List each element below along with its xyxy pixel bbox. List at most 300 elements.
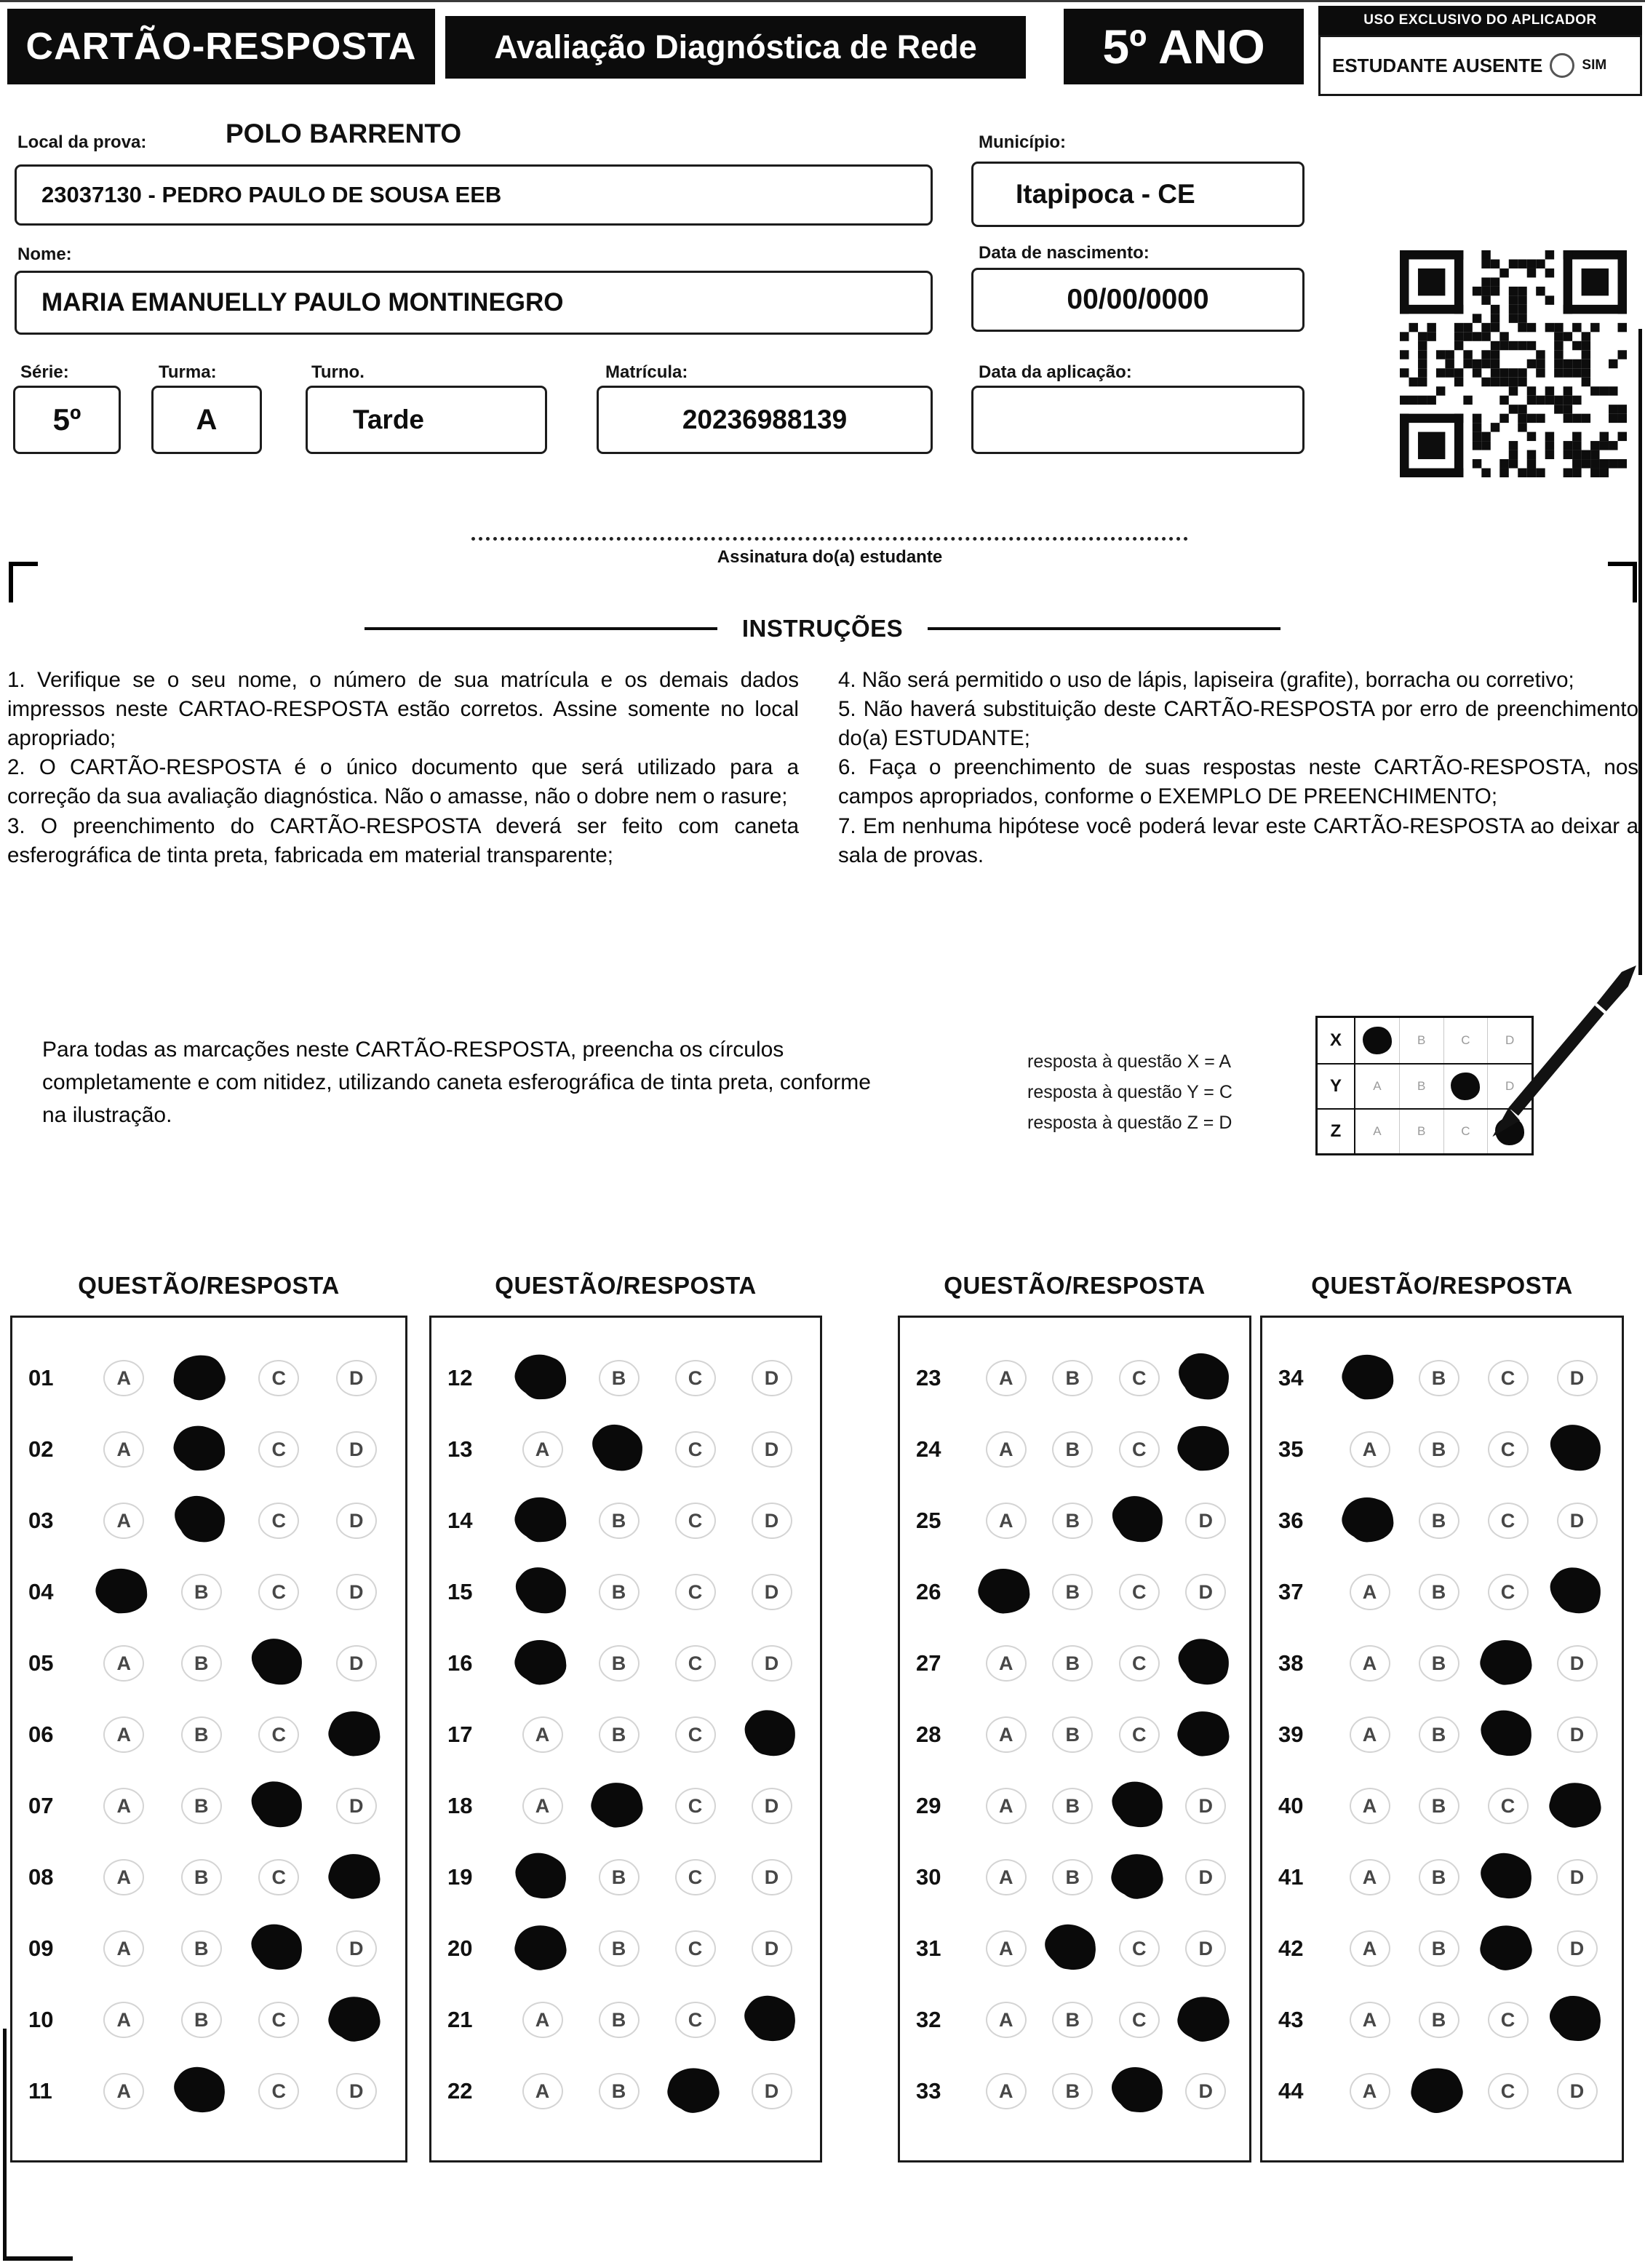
question-number: 06	[28, 1722, 54, 1747]
option-bubble-icon: D	[336, 2073, 377, 2109]
answer-row	[431, 1984, 820, 2056]
option-cell-D	[1542, 1360, 1612, 1396]
option-cell-A	[85, 1360, 163, 1396]
option-cell-C	[1106, 1785, 1173, 1827]
question-number: 38	[1278, 1650, 1304, 1676]
option-bubble-icon: D	[752, 1645, 792, 1682]
answer-row	[900, 1556, 1249, 1628]
option-cell-D	[1173, 1503, 1240, 1539]
option-cell-B	[1040, 1859, 1107, 1895]
marked-bubble-icon	[516, 1924, 568, 1973]
option-bubble-icon: B	[599, 1360, 640, 1396]
option-bubble-icon: A	[103, 1859, 144, 1895]
option-cell-D	[318, 1503, 396, 1539]
scan-left-edge	[3, 2029, 7, 2260]
option-bubble-icon: A	[522, 1788, 563, 1824]
option-bubble-icon: D	[336, 1503, 377, 1539]
option-cell-B	[1404, 2070, 1473, 2112]
answers-column-3	[898, 1316, 1251, 2162]
option-bubble-icon: B	[1419, 2002, 1459, 2038]
option-bubble-icon: D	[752, 1574, 792, 1610]
option-cell-D	[318, 1431, 396, 1468]
option-cell-D	[318, 1360, 396, 1396]
question-number: 07	[28, 1793, 54, 1818]
option-cell-B	[163, 2070, 241, 2112]
grade-badge: 5º ANO	[1064, 9, 1304, 84]
option-cell-D	[1173, 1357, 1240, 1399]
option-cell-A	[1335, 1574, 1404, 1610]
question-number: 35	[1278, 1436, 1304, 1462]
marked-bubble-icon	[172, 1351, 230, 1406]
answer-row	[12, 1556, 405, 1628]
option-cell-C	[240, 1785, 318, 1827]
registration-mark-right	[1608, 562, 1637, 602]
option-bubble-icon: A	[103, 1360, 144, 1396]
question-number: 18	[447, 1793, 473, 1818]
option-bubble-icon: C	[1488, 1503, 1529, 1539]
option-bubble-icon: B	[1052, 1645, 1093, 1682]
option-cell-B	[1404, 1859, 1473, 1895]
municipio-label: Município:	[979, 132, 1066, 152]
option-cell-A	[85, 1571, 163, 1613]
option-cell-D	[1173, 1930, 1240, 1967]
option-bubble-icon: D	[336, 1574, 377, 1610]
option-bubble-icon: C	[675, 1503, 716, 1539]
option-bubble-icon: A	[103, 1788, 144, 1824]
option-cell-A	[504, 1500, 581, 1542]
question-number: 16	[447, 1650, 473, 1676]
option-cell-B	[581, 1360, 657, 1396]
option-bubble-icon: B	[1052, 1574, 1093, 1610]
option-bubble-icon: C	[1488, 1431, 1529, 1468]
option-bubble-icon: A	[1350, 1431, 1390, 1468]
turma-field: A	[151, 386, 262, 454]
marked-bubble-icon	[252, 1780, 306, 1831]
answer-row	[900, 1342, 1249, 1414]
option-cell-D	[1173, 1574, 1240, 1610]
marked-bubble-icon	[517, 1640, 567, 1686]
answer-row	[900, 1485, 1249, 1556]
marked-bubble-icon	[1113, 1853, 1166, 1901]
option-bubble-icon: C	[675, 1431, 716, 1468]
option-bubble-icon: D	[1185, 1574, 1226, 1610]
nome-label: Nome:	[17, 244, 72, 264]
answer-row	[1262, 2056, 1622, 2127]
answer-row	[900, 1984, 1249, 2056]
option-bubble-icon: A	[103, 1431, 144, 1468]
option-bubble-icon: A	[103, 2073, 144, 2109]
marked-bubble-icon	[593, 1782, 645, 1829]
option-cell-C	[1106, 1431, 1173, 1468]
answer-row	[12, 1913, 405, 1984]
option-cell-A	[1335, 2073, 1404, 2109]
option-bubble-icon: C	[1119, 1574, 1160, 1610]
option-cell-B	[1040, 1503, 1107, 1539]
option-cell-D	[1542, 1503, 1612, 1539]
option-bubble-icon: A	[1350, 2073, 1390, 2109]
option-cell-A	[1335, 2002, 1404, 2038]
option-bubble-icon: B	[1419, 1503, 1459, 1539]
answer-row	[900, 1628, 1249, 1699]
marked-bubble-icon	[1182, 1427, 1230, 1471]
option-cell-A	[85, 1503, 163, 1539]
qr-code	[1400, 250, 1627, 477]
assessment-title: Avaliação Diagnóstica de Rede	[445, 16, 1026, 79]
option-cell-D	[318, 1714, 396, 1756]
option-cell-A	[973, 1431, 1040, 1468]
option-bubble-icon: B	[1419, 1431, 1459, 1468]
option-bubble-icon: D	[752, 1431, 792, 1468]
option-cell-B	[1404, 1788, 1473, 1824]
question-number: 14	[447, 1508, 473, 1533]
option-bubble-icon: A	[986, 1503, 1027, 1539]
scan-bottom-corner	[3, 2256, 73, 2261]
option-cell-B	[1404, 1930, 1473, 1967]
turma-label: Turma:	[159, 362, 217, 382]
marked-bubble-icon	[330, 1853, 382, 1901]
example-row-label: Y	[1318, 1065, 1355, 1108]
option-bubble-icon: B	[1052, 2002, 1093, 2038]
option-bubble-icon: A	[986, 1788, 1027, 1824]
option-cell-D	[1542, 1785, 1612, 1827]
option-cell-C	[240, 1927, 318, 1970]
option-bubble-icon: C	[1488, 2073, 1529, 2109]
option-cell-B	[581, 1859, 657, 1895]
option-cell-D	[733, 1859, 810, 1895]
marked-bubble-icon	[331, 1711, 381, 1757]
question-number: 22	[447, 2078, 473, 2104]
example-option-cell: B	[1400, 1065, 1444, 1108]
option-cell-C	[1106, 1856, 1173, 1898]
option-cell-A	[504, 1431, 581, 1468]
question-number: 01	[28, 1365, 54, 1390]
marked-bubble-icon	[330, 1995, 383, 2044]
option-bubble-icon: A	[986, 1360, 1027, 1396]
question-number: 23	[916, 1365, 941, 1390]
option-cell-B	[163, 1788, 241, 1824]
question-number: 36	[1278, 1508, 1304, 1533]
option-cell-B	[1404, 1503, 1473, 1539]
option-bubble-icon: A	[1350, 2002, 1390, 2038]
serie-label: Série:	[20, 362, 69, 382]
option-cell-C	[657, 1503, 733, 1539]
example-legend-line: resposta à questão Z = D	[1027, 1113, 1232, 1133]
matricula-label: Matrícula:	[605, 362, 688, 382]
question-number: 26	[916, 1579, 941, 1604]
question-number: 43	[1278, 2007, 1304, 2032]
question-number: 34	[1278, 1365, 1304, 1390]
option-cell-A	[973, 1716, 1040, 1753]
option-bubble-icon: A	[986, 2002, 1027, 2038]
option-cell-C	[240, 2002, 318, 2038]
answer-row	[1262, 1414, 1622, 1485]
option-bubble-icon: B	[1419, 1645, 1459, 1682]
option-cell-C	[1473, 1431, 1542, 1468]
option-bubble-icon: A	[1350, 1574, 1390, 1610]
instructions-right	[838, 666, 1638, 870]
option-bubble-icon: D	[1557, 1716, 1598, 1753]
option-bubble-icon: B	[1052, 1716, 1093, 1753]
option-bubble-icon: C	[258, 1431, 299, 1468]
option-cell-A	[85, 2073, 163, 2109]
answer-row	[431, 2056, 820, 2127]
question-number: 31	[916, 1935, 941, 1961]
example-option-cell: B	[1400, 1018, 1444, 1063]
option-cell-D	[733, 1999, 810, 2041]
option-cell-A	[1335, 1716, 1404, 1753]
option-cell-A	[504, 1571, 581, 1613]
marked-bubble-icon	[1552, 1997, 1603, 2043]
option-cell-D	[1173, 1428, 1240, 1471]
option-cell-C	[240, 1360, 318, 1396]
option-cell-D	[1542, 1999, 1612, 2041]
option-cell-C	[1106, 2002, 1173, 2038]
option-cell-A	[1335, 1788, 1404, 1824]
option-bubble-icon: D	[1557, 1930, 1598, 1967]
option-cell-A	[973, 1859, 1040, 1895]
option-bubble-icon: A	[986, 1859, 1027, 1895]
option-bubble-icon: A	[986, 1930, 1027, 1967]
option-cell-B	[1040, 2073, 1107, 2109]
option-cell-D	[733, 1574, 810, 1610]
marked-bubble-icon	[1549, 1423, 1604, 1476]
question-number: 04	[28, 1579, 54, 1604]
option-cell-B	[581, 1503, 657, 1539]
option-bubble-icon: B	[1052, 1431, 1093, 1468]
answers-header-4: QUESTÃO/RESPOSTA	[1311, 1272, 1573, 1299]
option-bubble-icon: B	[1052, 2073, 1093, 2109]
answer-row	[12, 1342, 405, 1414]
option-bubble-icon: C	[1119, 1431, 1160, 1468]
option-cell-C	[240, 1642, 318, 1684]
option-bubble-icon: B	[599, 1645, 640, 1682]
option-bubble-icon: B	[599, 1930, 640, 1967]
option-bubble-icon: A	[103, 1645, 144, 1682]
scan-top-edge	[0, 0, 1645, 2]
marked-bubble-icon	[981, 1569, 1031, 1615]
option-cell-A	[85, 1930, 163, 1967]
question-number: 10	[28, 2007, 54, 2032]
instruction-item: 5. Não haverá substituição deste CARTÃO-RESPOSTA por erro de preenchimento do(a) ESTUDANTE;	[838, 697, 1638, 751]
answer-row	[431, 1342, 820, 1414]
answer-row	[12, 1485, 405, 1556]
example-option-cell: D	[1505, 1033, 1515, 1047]
option-bubble-icon: B	[599, 1503, 640, 1539]
option-bubble-icon: C	[1119, 1716, 1160, 1753]
matricula-field: 20236988139	[597, 386, 933, 454]
pen-icon	[1483, 959, 1644, 1150]
answer-row	[1262, 1342, 1622, 1414]
local-label: Local da prova:	[17, 132, 147, 152]
option-cell-D	[733, 1503, 810, 1539]
marked-bubble-icon	[744, 1709, 799, 1760]
option-cell-C	[240, 1859, 318, 1895]
marked-bubble-icon	[251, 1637, 306, 1690]
option-cell-A	[1335, 1645, 1404, 1682]
answer-row	[1262, 1842, 1622, 1913]
example-option-cell: B	[1400, 1110, 1444, 1153]
option-cell-D	[1542, 1645, 1612, 1682]
answer-row	[900, 1770, 1249, 1842]
option-cell-A	[973, 1503, 1040, 1539]
answer-row	[12, 1770, 405, 1842]
option-cell-C	[1106, 1930, 1173, 1967]
option-cell-B	[163, 1859, 241, 1895]
option-cell-C	[657, 1574, 733, 1610]
option-bubble-icon: C	[675, 1859, 716, 1895]
absent-bubble-icon	[1550, 53, 1574, 78]
option-cell-C	[657, 1431, 733, 1468]
option-bubble-icon: D	[336, 1930, 377, 1967]
option-bubble-icon: A	[986, 1645, 1027, 1682]
option-cell-D	[1542, 1859, 1612, 1895]
option-cell-B	[1040, 1788, 1107, 1824]
option-cell-D	[1173, 1859, 1240, 1895]
option-bubble-icon: C	[1119, 2002, 1160, 2038]
card-title: CARTÃO-RESPOSTA	[7, 9, 435, 84]
marked-bubble-icon	[1345, 1356, 1394, 1400]
option-cell-C	[657, 2070, 733, 2112]
option-cell-D	[733, 2073, 810, 2109]
example-legend-line: resposta à questão X = A	[1027, 1051, 1232, 1072]
option-cell-B	[1040, 1360, 1107, 1396]
option-cell-D	[1542, 2073, 1612, 2109]
option-cell-A	[973, 1360, 1040, 1396]
option-cell-B	[1404, 1360, 1473, 1396]
option-cell-A	[85, 2002, 163, 2038]
option-bubble-icon: C	[675, 1788, 716, 1824]
option-bubble-icon: D	[1185, 1788, 1226, 1824]
option-cell-B	[1404, 1574, 1473, 1610]
question-number: 44	[1278, 2078, 1304, 2104]
answer-row	[431, 1699, 820, 1770]
aplicacao-label: Data da aplicação:	[979, 362, 1132, 382]
option-bubble-icon: A	[986, 1431, 1027, 1468]
option-bubble-icon: D	[1185, 2073, 1226, 2109]
option-bubble-icon: D	[752, 1859, 792, 1895]
option-bubble-icon: B	[181, 1645, 222, 1682]
filled-bubble-icon	[1451, 1073, 1480, 1100]
applicator-only-strip: USO EXCLUSIVO DO APLICADOR	[1318, 6, 1642, 35]
option-bubble-icon: B	[1419, 1574, 1459, 1610]
question-number: 33	[916, 2078, 941, 2104]
option-bubble-icon: C	[1488, 2002, 1529, 2038]
option-bubble-icon: C	[1488, 1360, 1529, 1396]
answer-row	[12, 1414, 405, 1485]
question-number: 30	[916, 1864, 941, 1890]
option-cell-B	[1040, 1645, 1107, 1682]
option-cell-A	[504, 1927, 581, 1970]
option-cell-A	[504, 1788, 581, 1824]
option-cell-A	[1335, 1859, 1404, 1895]
question-number: 17	[447, 1722, 473, 1747]
option-bubble-icon: D	[336, 1645, 377, 1682]
question-number: 32	[916, 2007, 941, 2032]
option-cell-A	[504, 2002, 581, 2038]
instructions-title: INSTRUÇÕES	[741, 615, 904, 642]
option-cell-A	[85, 1431, 163, 1468]
option-cell-A	[504, 1856, 581, 1898]
option-bubble-icon: B	[1419, 1930, 1459, 1967]
option-cell-B	[1040, 1574, 1107, 1610]
option-cell-B	[163, 1645, 241, 1682]
question-number: 15	[447, 1579, 473, 1604]
option-cell-A	[973, 1571, 1040, 1613]
question-number: 12	[447, 1365, 473, 1390]
option-bubble-icon: B	[1419, 1716, 1459, 1753]
aplicacao-field	[971, 386, 1305, 454]
option-cell-A	[504, 1642, 581, 1684]
option-bubble-icon: D	[752, 1788, 792, 1824]
question-number: 11	[28, 2078, 52, 2104]
marked-bubble-icon	[1482, 1639, 1534, 1687]
marked-bubble-icon	[1047, 1925, 1099, 1973]
option-cell-C	[1473, 1642, 1542, 1684]
option-bubble-icon: C	[258, 1859, 299, 1895]
instruction-item: 1. Verifique se o seu nome, o número de sua matrícula e os demais dados impressos neste CARTAO-RESPOSTA estão corretos. Assine somente no local apropriado;	[7, 668, 799, 751]
option-cell-C	[657, 1360, 733, 1396]
option-bubble-icon: D	[1557, 1859, 1598, 1895]
option-bubble-icon: D	[336, 1431, 377, 1468]
option-bubble-icon: C	[258, 1716, 299, 1753]
option-bubble-icon: B	[1052, 1859, 1093, 1895]
option-cell-D	[318, 1999, 396, 2041]
example-row-label: Z	[1318, 1110, 1355, 1153]
option-cell-D	[733, 1788, 810, 1824]
answer-row	[1262, 1913, 1622, 1984]
option-cell-A	[973, 1645, 1040, 1682]
marked-bubble-icon	[100, 1569, 148, 1614]
option-bubble-icon: A	[522, 1431, 563, 1468]
option-bubble-icon: C	[675, 1645, 716, 1682]
marked-bubble-icon	[173, 1494, 230, 1547]
option-bubble-icon: C	[675, 1574, 716, 1610]
marked-bubble-icon	[1177, 1351, 1234, 1404]
answer-row	[12, 1628, 405, 1699]
example-option-cell: C	[1444, 1110, 1489, 1153]
answer-row	[900, 1414, 1249, 1485]
option-cell-D	[318, 1788, 396, 1824]
question-number: 37	[1278, 1579, 1304, 1604]
marking-note: Para todas as marcações neste CARTÃO-RESPOSTA, preencha os círculos completamente e com nitidez, utilizando caneta esferográfica de tinta preta, conforme na ilustração.	[42, 1038, 871, 1127]
option-bubble-icon: A	[1350, 1788, 1390, 1824]
option-cell-B	[1404, 2002, 1473, 2038]
marked-bubble-icon	[178, 1428, 225, 1471]
option-cell-B	[1040, 2002, 1107, 2038]
instruction-item: 4. Não será permitido o uso de lápis, lapiseira (grafite), borracha ou corretivo;	[838, 668, 1574, 692]
marked-bubble-icon	[669, 2066, 722, 2116]
option-cell-A	[1335, 1431, 1404, 1468]
instructions-left	[7, 666, 799, 870]
option-cell-B	[1040, 1431, 1107, 1468]
absent-option-label: SIM	[1582, 57, 1607, 73]
answer-row	[900, 1913, 1249, 1984]
answer-row	[431, 1485, 820, 1556]
option-cell-B	[581, 2002, 657, 2038]
answer-row	[1262, 1556, 1622, 1628]
absent-label: ESTUDANTE AUSENTE	[1332, 54, 1543, 76]
option-bubble-icon: D	[1185, 1503, 1226, 1539]
option-bubble-icon: B	[1052, 1503, 1093, 1539]
option-bubble-icon: C	[258, 1503, 299, 1539]
answer-row	[431, 1770, 820, 1842]
answer-row	[1262, 1770, 1622, 1842]
answer-row	[12, 1842, 405, 1913]
answers-header-2: QUESTÃO/RESPOSTA	[495, 1272, 757, 1299]
option-cell-C	[240, 1431, 318, 1468]
instruction-item: 6. Faça o preenchimento de suas respostas neste CARTÃO-RESPOSTA, nos campos apropriados, conforme o EXEMPLO DE PREENCHIMENTO;	[838, 755, 1638, 809]
marked-bubble-icon	[1114, 2068, 1165, 2114]
